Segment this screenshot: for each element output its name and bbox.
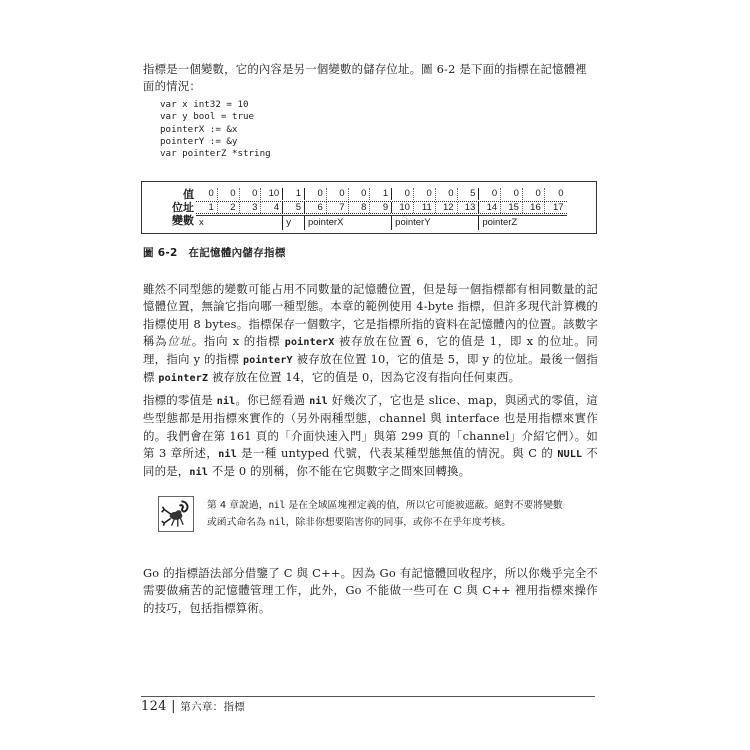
warning-note	[207, 497, 567, 531]
code-line: pointerX := &x	[160, 123, 238, 135]
row-label-variable: 變數	[172, 214, 194, 227]
text: 被存放在位置 6，它的值是 1，即 x 的位址。同理，指向 y 的指標	[143, 333, 598, 367]
row-label-address: 位址	[172, 201, 194, 214]
memory-value-cell: 0	[240, 188, 262, 200]
memory-value-cell: 0	[218, 188, 240, 200]
memory-value-cell: 1	[283, 188, 305, 200]
footer-rule	[141, 696, 595, 697]
footer-separator: |	[171, 699, 176, 714]
inline-code: pointerX	[284, 336, 335, 348]
text: 第 4 章說過，	[207, 500, 269, 511]
inline-code: NULL	[557, 448, 583, 460]
inline-code: nil	[189, 467, 209, 479]
memory-address-cell: 2	[218, 202, 240, 213]
intro-paragraph	[143, 61, 598, 96]
paragraph-go-pointers: Go 的指標語法部分借鑒了 C 與 C++。因為 Go 有記憶體回收程序，所以你幾乎完全不需要做痛苦的記憶體管理工作，此外，Go 不能做一些可在 C 與 C++ 裡用指標來操作的技巧，包括指標算術。	[143, 566, 598, 615]
code-line: var pointerZ *string	[160, 148, 271, 160]
memory-value-cell: 0	[305, 188, 327, 200]
memory-diagram	[196, 188, 567, 229]
memory-address-cell: 10	[392, 202, 414, 213]
memory-value-cell: 0	[327, 188, 349, 200]
memory-variable-label: x	[196, 216, 283, 230]
memory-address-cell: 15	[501, 202, 523, 213]
text: 被存放在位置 10，它的值是 5，即 y 的位址。最後一個指標	[143, 352, 599, 385]
memory-value-cell: 0	[414, 188, 436, 200]
figure-caption: 圖 6-2 在記憶體內儲存指標	[143, 247, 286, 259]
memory-address-cell: 4	[261, 202, 283, 213]
memory-address-cell: 16	[523, 202, 545, 213]
memory-row-labels	[166, 188, 194, 227]
memory-address-cell: 12	[436, 202, 458, 213]
inline-code: nil	[268, 517, 286, 528]
text: 。指向 x 的指標	[191, 333, 285, 348]
code-line: pointerY := &y	[160, 135, 238, 147]
page-footer	[141, 699, 245, 714]
text: 。你已經看過	[235, 393, 310, 407]
scorpion-warning-icon	[158, 496, 194, 532]
text: 是一種 untyped 代號，代表某種型態無值的情況。與 C 的	[236, 445, 558, 460]
text: 是在全域區塊裡定義的值，所以它可能被遮蔽。絕對不要將變數或函式命名為	[207, 500, 563, 528]
text: 雖然不同型態的變數可能占用不同數量的記憶體位置，但是每一個指標都有相同數量的記憶體位置，無論它指向哪一種型態。本章的範例使用 4-byte 指標，但許多現代計算機的指標使用 8 bytes。指標保存一個數字，它是指標所指的資料在記憶體內的位置。該數字稱為	[143, 282, 598, 348]
memory-variable-label: pointerZ	[482, 217, 518, 228]
memory-address-cell: 13	[458, 202, 480, 213]
memory-address-cell: 17	[552, 202, 564, 213]
memory-address-cell: 8	[349, 202, 371, 213]
memory-value-cell: 0	[196, 188, 218, 200]
intro-line-1: 指標是一個變數，它的內容是另一個變數的儲存位址。圖 6-2 是下面的指標在記憶體裡	[143, 62, 587, 76]
memory-value-cell: 0	[479, 188, 501, 200]
text: 指標的零值是	[143, 393, 217, 407]
paragraph-nil	[143, 392, 598, 481]
inline-code: nil	[268, 500, 286, 511]
memory-value-cell: 10	[261, 188, 283, 200]
memory-address-cell: 1	[196, 202, 218, 213]
memory-address-cell: 11	[414, 202, 436, 213]
text: 不同的是，	[143, 445, 598, 479]
memory-value-cell: 1	[370, 188, 392, 200]
memory-values-row	[196, 188, 567, 200]
memory-address-cell: 9	[370, 202, 392, 213]
chapter-title: 第六章：指標	[180, 701, 246, 713]
text: 好幾次了，它也是 slice、map，與函式的零值，這些型態都是用指標來實作的（另外兩種型態，channel 與 interface 也是用指標來實作的。我們會在第 161 頁的「介面快速入門」與第 299 頁的「channel」介紹它們）。如第 3 章所述，	[143, 393, 598, 460]
memory-address-cell: 7	[327, 202, 349, 213]
inline-code: pointerZ	[158, 373, 209, 385]
memory-value-cell: 0	[392, 188, 414, 200]
code-line: var y bool = true	[160, 111, 255, 123]
memory-variable-label: pointerX	[305, 216, 392, 230]
memory-variables-row	[196, 215, 567, 230]
memory-value-cell: 5	[458, 188, 480, 200]
row-label-value: 值	[183, 188, 194, 201]
italic-term: 位址	[167, 333, 192, 348]
memory-addresses-row	[196, 201, 567, 214]
memory-value-cell: 0	[523, 188, 545, 200]
intro-line-2: 面的情況：	[143, 79, 201, 94]
text: 被存放在位置 14，它的值是 0，因為它沒有指向任何東西。	[208, 370, 521, 385]
memory-address-cell: 3	[240, 202, 262, 213]
inline-code: nil	[216, 396, 236, 407]
text: ，除非你想要陷害你的同事，或你不在乎年度考核。	[285, 517, 512, 528]
memory-address-cell: 5	[283, 202, 305, 213]
paragraph-addresses	[143, 281, 598, 388]
memory-address-cell: 6	[305, 202, 327, 213]
memory-value-cell: 0	[501, 188, 523, 200]
memory-address-cell: 14	[479, 202, 501, 213]
memory-value-cell: 0	[349, 188, 371, 200]
text: 不是 0 的別稱，你不能在它與數字之間來回轉換。	[208, 464, 471, 479]
code-line: var x int32 = 10	[160, 99, 249, 110]
page-number: 124	[141, 699, 167, 714]
code-block	[160, 99, 271, 160]
inline-code: nil	[309, 396, 328, 407]
inline-code: pointerY	[243, 355, 293, 367]
memory-variable-label: pointerY	[392, 216, 479, 230]
memory-value-cell: 0	[558, 188, 564, 199]
memory-variable-label: y	[283, 216, 305, 230]
memory-value-cell: 0	[436, 188, 458, 200]
inline-code: nil	[218, 448, 237, 460]
